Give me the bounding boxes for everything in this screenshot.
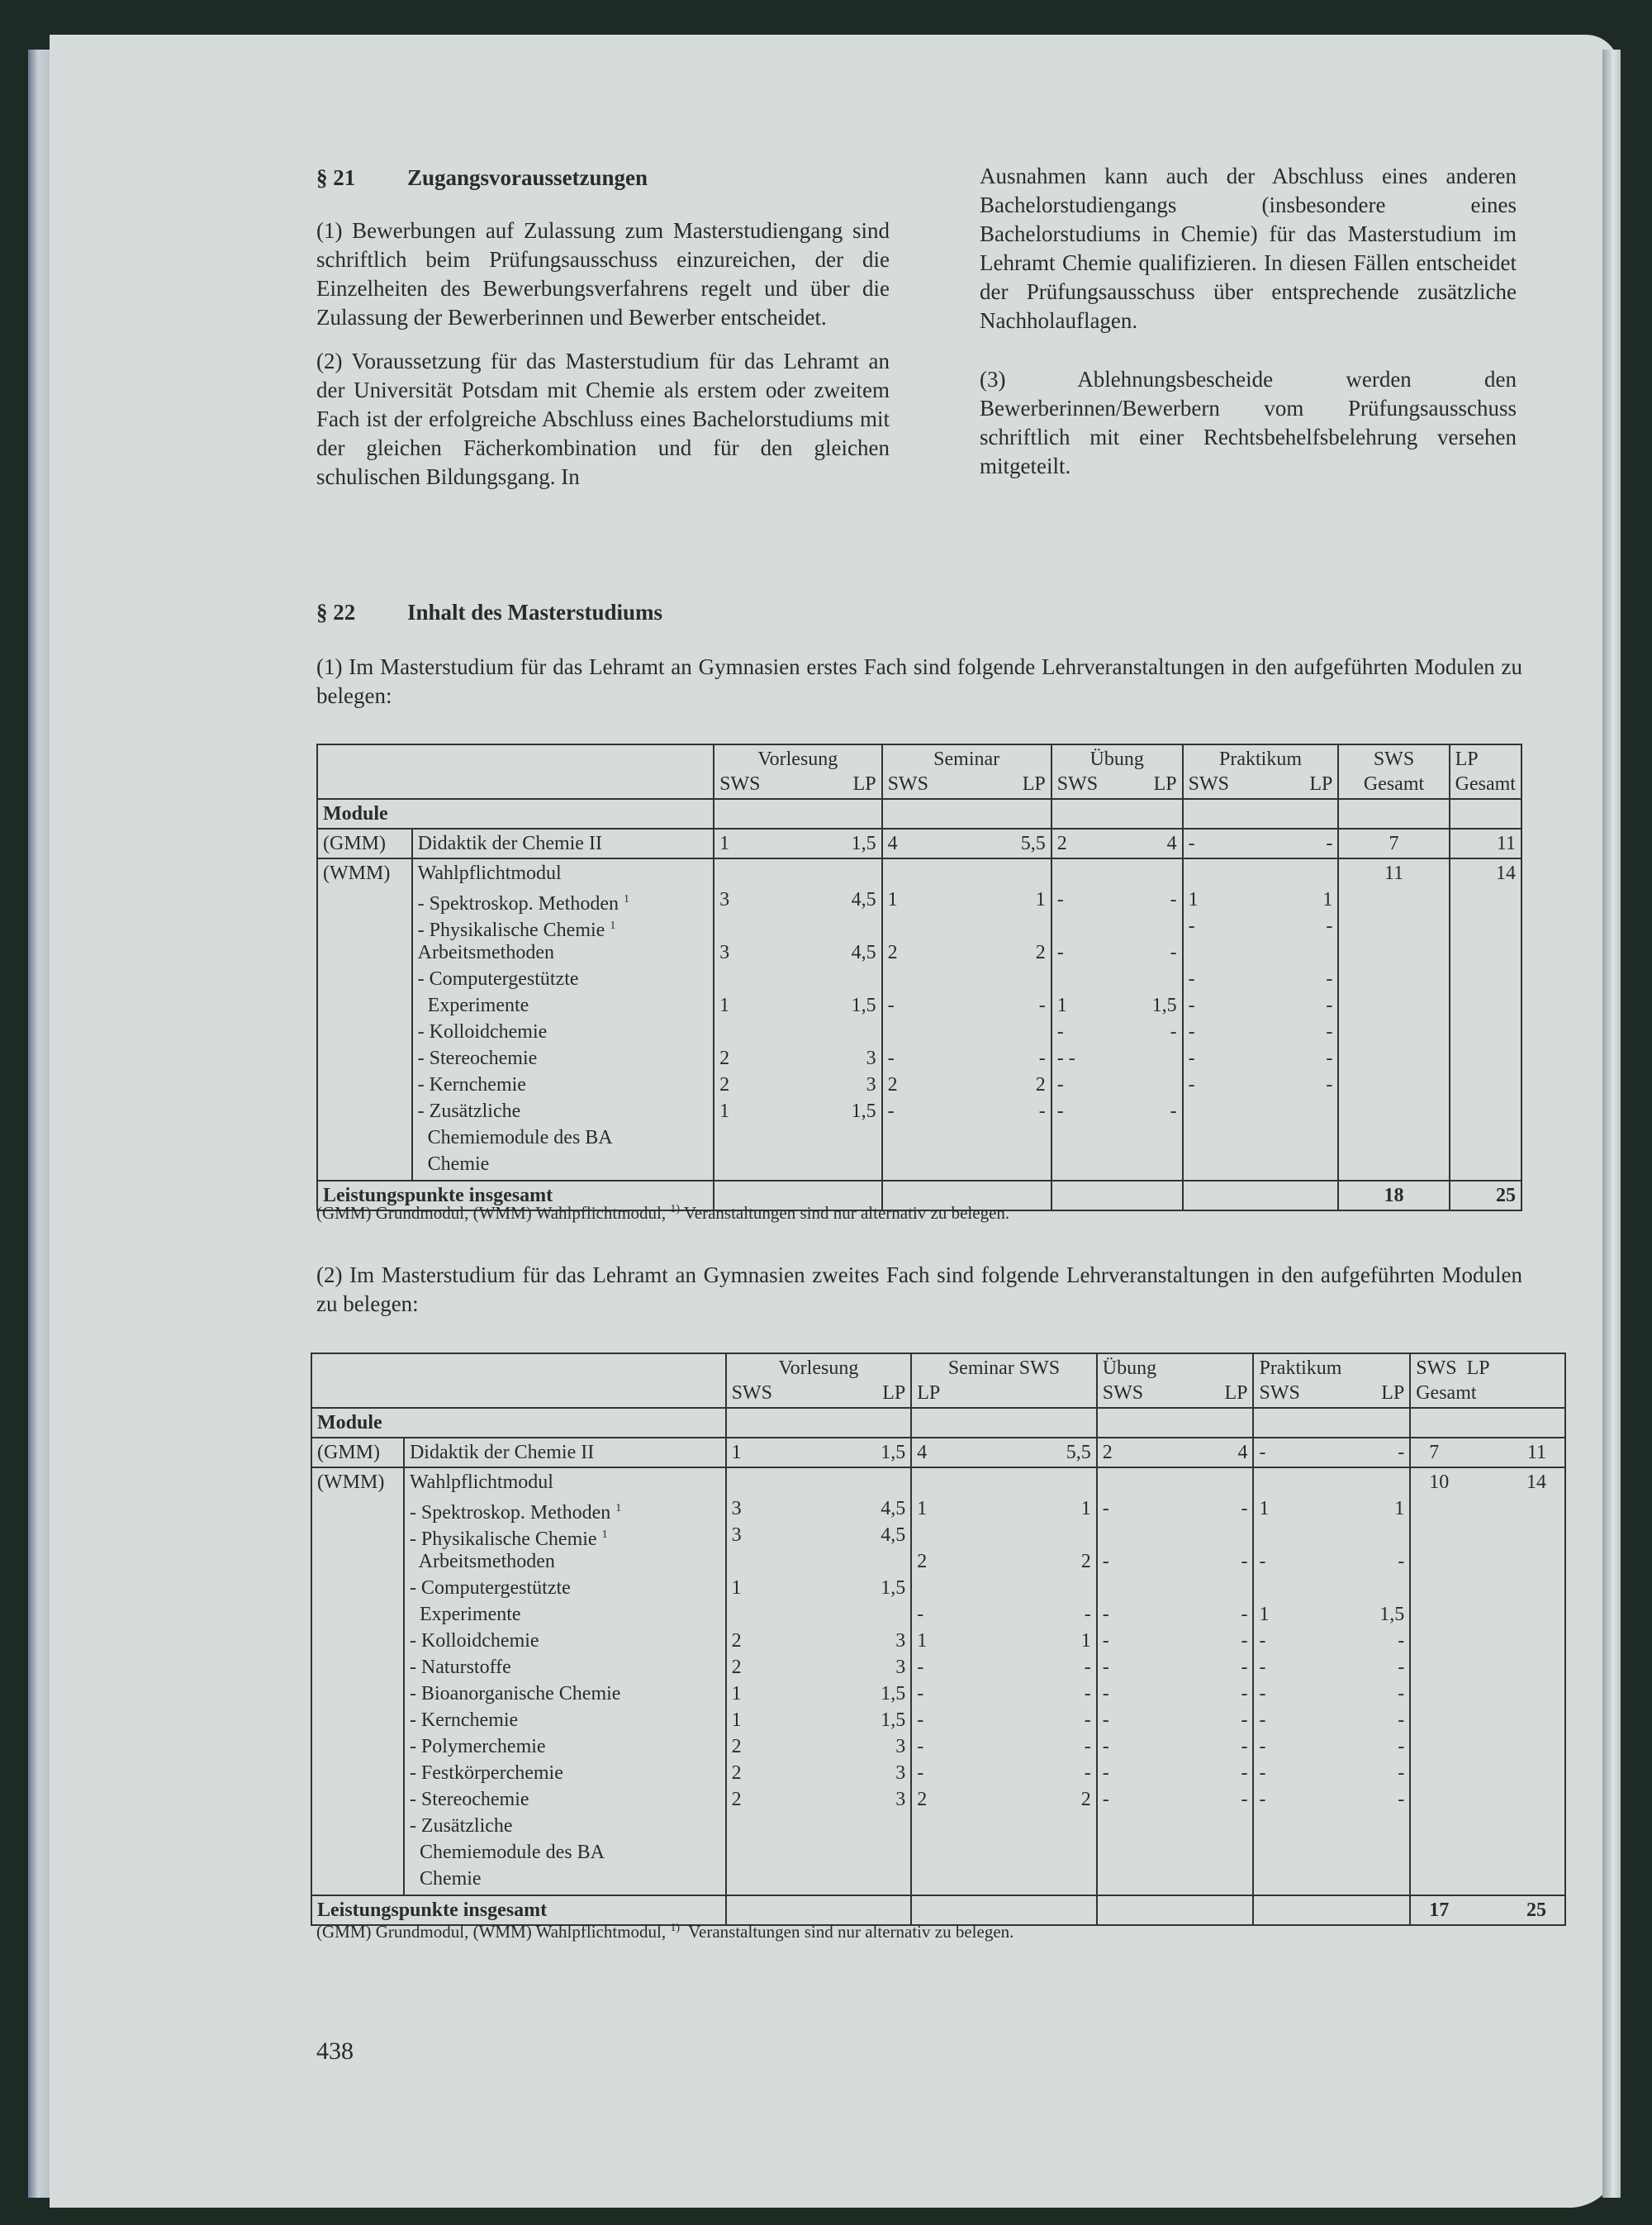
table-cell-pair: 3 4,5	[731, 1524, 906, 1546]
table-cell-pair	[1103, 1814, 1248, 1840]
table-cell-pair	[1103, 1840, 1248, 1866]
header-sws: SWS	[1056, 773, 1099, 795]
table-cell-pair: - -	[917, 1604, 1091, 1625]
header-lp: LP	[1224, 1382, 1248, 1404]
submodule-name: Chemie	[409, 1868, 482, 1890]
table-cell-pair: - -	[1102, 1683, 1248, 1704]
module-code: (GMM)	[317, 829, 412, 858]
submodule-name: - Zusätzliche	[409, 1815, 513, 1837]
module-name: Didaktik der Chemie II	[404, 1438, 726, 1467]
table-cell-pair	[1259, 1814, 1404, 1840]
table-cell-pair: 1 1,5	[731, 1683, 906, 1704]
submodule-name: - Spektroskop. Methoden $^1$	[417, 893, 629, 915]
header-seminar: Seminar SWS	[947, 1357, 1061, 1379]
sws-total: 7	[1429, 1442, 1440, 1463]
table-cell-pair	[888, 1020, 1046, 1046]
course-table-first-subject	[316, 744, 1522, 1211]
lp-total: 14	[1526, 1471, 1546, 1493]
submodule-name: Chemie	[417, 1153, 490, 1175]
header-sws: SWS	[887, 773, 928, 795]
table-cell-pair	[732, 1549, 906, 1576]
table-cell-pair	[888, 967, 1046, 993]
module-label-row	[311, 1408, 1565, 1438]
table-cell-pair: - -	[1259, 1657, 1405, 1678]
table-cell-pair: 3 4,5	[719, 889, 876, 910]
sws-total: 7	[1338, 829, 1449, 858]
table-cell-pair	[1189, 1099, 1333, 1125]
module-name: Wahlpflichtmodul	[417, 863, 562, 884]
table-total-row	[311, 1895, 1565, 1925]
footnote-marker: 1)	[670, 1922, 681, 1934]
table-header-row	[311, 1353, 1565, 1408]
total-sws: 18	[1338, 1181, 1449, 1210]
cell: 4	[1166, 833, 1177, 854]
header-lp: LP	[1309, 773, 1333, 795]
table-cell-pair: 1 1	[1259, 1498, 1405, 1519]
cell: 5,5	[1066, 1442, 1091, 1463]
submodule-name: - Physikalische Chemie $^1$	[409, 1528, 608, 1550]
table-cell-pair: 1 1,5	[719, 995, 876, 1016]
cell: 4	[917, 1442, 928, 1463]
table-cell-pair	[1057, 967, 1177, 993]
module-label-row	[317, 799, 1521, 829]
table-cell-pair: - -	[1102, 1657, 1248, 1678]
section-22-intro-1: (1) Im Masterstudium für das Lehramt an Gymnasien erstes Fach sind folgende Lehrveranstaltungen in den aufgeführten Modulen zu belegen:	[316, 654, 1522, 708]
table-cell-pair: 2 3	[731, 1630, 906, 1652]
total-lp: 25	[1450, 1181, 1521, 1210]
submodule-name: - Physikalische Chemie $^1$	[417, 920, 616, 941]
page-number: 438	[316, 2037, 354, 2065]
section-number: § 22	[316, 600, 356, 625]
cell: -	[1259, 1442, 1266, 1463]
section-21-right-column	[980, 162, 1517, 481]
module-code: (WMM)	[317, 858, 412, 1181]
sws-total: 10	[1429, 1471, 1450, 1493]
header-vorlesung: Vorlesung	[778, 1357, 859, 1379]
total-label: Leistungspunkte insgesamt	[311, 1895, 726, 1925]
table-cell-pair	[719, 1152, 876, 1178]
section-22-intro-2: (2) Im Masterstudium für das Lehramt an Gymnasien zweites Fach sind folgende Lehrveranstaltungen in den aufgeführten Modulen zu belegen:	[316, 1262, 1522, 1316]
table-cell-pair: - -	[1188, 968, 1333, 990]
table-cell-pair: 2 3	[731, 1789, 906, 1810]
submodule-name: - Computergestützte	[409, 1577, 571, 1599]
table-cell-pair: - -	[1056, 1048, 1075, 1069]
table-cell-pair	[1103, 1523, 1248, 1549]
module-code: (WMM)	[311, 1467, 404, 1895]
table-row-gmm	[311, 1438, 1565, 1467]
table-cell-pair	[1189, 940, 1333, 967]
table-cell-pair	[719, 914, 876, 940]
table-cell-pair	[1103, 1576, 1248, 1602]
table-cell-pair: 1 1	[917, 1630, 1091, 1652]
module-code: (GMM)	[311, 1438, 404, 1467]
table-cell-pair: - -	[1102, 1630, 1248, 1652]
submodule-name: - Kolloidchemie	[409, 1630, 539, 1652]
paragraph-3: (3) Ablehnungsbescheide werden den Bewerberinnen/Bewerbern vom Prüfungsausschuss schriftlich mit einer Rechtsbehelfsbelehrung versehen mitgeteilt.	[980, 367, 1517, 478]
submodule-name: - Kernchemie	[417, 1074, 526, 1096]
submodule-name: Chemiemodule des BA	[409, 1842, 605, 1863]
module-label: Module	[311, 1408, 726, 1438]
table-cell-pair: - -	[887, 1048, 1046, 1069]
table-cell-pair: - -	[1188, 1021, 1333, 1043]
table-cell-pair: - -	[1259, 1736, 1405, 1757]
table-cell-pair: - -	[1188, 915, 1333, 937]
module-label: Module	[317, 799, 714, 829]
table-cell-pair: - -	[1056, 1101, 1177, 1122]
total-lp: 25	[1526, 1899, 1546, 1921]
section-22-heading	[316, 600, 662, 625]
table-cell-pair	[888, 1152, 1046, 1178]
footnote-text: Veranstaltungen sind nur alternativ zu belegen.	[680, 1203, 1010, 1223]
table-cell-pair: 3 4,5	[719, 942, 876, 963]
table-cell-pair	[917, 1866, 1091, 1893]
cell: 4	[1237, 1442, 1248, 1463]
table-cell-pair	[1259, 1840, 1404, 1866]
table-cell-pair: 1 1,5	[731, 1709, 906, 1731]
table-1-footnote	[316, 1203, 1009, 1224]
table-cell-pair: -	[1056, 1074, 1064, 1096]
footnote-marker: 1	[623, 893, 629, 906]
table-cell-pair: - -	[1259, 1630, 1405, 1652]
table-cell-pair	[1057, 914, 1177, 940]
table-cell-pair	[732, 1814, 906, 1840]
table-cell-pair: - -	[1188, 995, 1333, 1016]
table-cell-pair	[1259, 1866, 1404, 1893]
table-cell-pair	[732, 1866, 906, 1893]
header-sws: SWS	[731, 1382, 772, 1404]
lp-total: 11	[1450, 829, 1521, 858]
header-uebung: Übung	[1102, 1357, 1157, 1379]
header-praktikum: Praktikum	[1219, 749, 1303, 770]
table-cell-pair: - -	[917, 1657, 1091, 1678]
footnote-marker: 1	[615, 1502, 622, 1514]
lp-total: 11	[1526, 1442, 1546, 1463]
table-cell-pair: - -	[1102, 1551, 1248, 1572]
cell: 2	[1056, 833, 1067, 854]
header-lp: LP	[1022, 773, 1046, 795]
table-cell-pair: - -	[1259, 1709, 1405, 1731]
header-lp: LP	[1381, 1382, 1405, 1404]
table-cell-pair: 1 1	[917, 1498, 1091, 1519]
cell: -	[1398, 1442, 1405, 1463]
table-cell-pair: 2 2	[887, 1074, 1046, 1096]
table-cell-pair: 1 1,5	[1259, 1604, 1405, 1625]
table-cell-pair	[917, 1840, 1091, 1866]
table-cell-pair: - -	[887, 1101, 1046, 1122]
submodule-name: - Computergestützte	[417, 968, 579, 990]
submodule-name: Arbeitsmethoden	[409, 1551, 555, 1572]
table-cell-pair: 1 1,5	[719, 1101, 876, 1122]
table-cell-pair: - -	[1188, 1048, 1333, 1069]
submodule-name: - Stereochemie	[417, 1048, 538, 1069]
cell: 1	[731, 1442, 742, 1463]
footnote-marker: 1)	[670, 1203, 681, 1215]
footnote-marker: 1	[601, 1528, 608, 1541]
table-cell-pair	[917, 1814, 1091, 1840]
cell: 1,5	[851, 833, 876, 854]
footnote-text: (GMM) Grundmodul, (WMM) Wahlpflichtmodul,	[316, 1203, 671, 1223]
cell: 1	[719, 833, 730, 854]
total-label: Leistungspunkte insgesamt	[317, 1181, 714, 1210]
header-uebung: Übung	[1089, 749, 1144, 770]
table-cell-pair: - -	[1102, 1762, 1248, 1784]
header-praktikum: Praktikum	[1259, 1357, 1342, 1379]
header-sws: SWS	[1102, 1382, 1144, 1404]
table-cell-pair	[917, 1576, 1091, 1602]
section-title: Inhalt des Masterstudiums	[407, 600, 663, 625]
table-cell-pair: - -	[887, 995, 1046, 1016]
table-cell-pair: 1 1	[887, 889, 1046, 910]
submodule-name: - Zusätzliche	[417, 1101, 521, 1122]
paragraph-2: (2) Voraussetzung für das Masterstudium für das Lehramt an der Universität Potsdam mit Chemie als erstem oder zweitem Fach ist der erfolgreiche Abschluss eines Bachelorstudiums mit der gleichen Fächerkombination und für den gleichen schulischen Bildungsgang. In	[316, 349, 890, 489]
header-gesamt: Gesamt	[1455, 773, 1516, 795]
submodule-name: Arbeitsmethoden	[417, 942, 554, 963]
submodule-name: - Kernchemie	[409, 1709, 519, 1731]
table-cell-pair	[732, 1840, 906, 1866]
table-cell-pair: 2 2	[917, 1551, 1091, 1572]
section-title: Zugangsvoraussetzungen	[407, 165, 648, 190]
table-row-wmm	[311, 1467, 1565, 1895]
cell: -	[1188, 833, 1195, 854]
header-lp-total: LP	[1455, 749, 1479, 770]
table-cell-pair: - -	[1056, 1021, 1177, 1043]
paragraph-1: (1) Bewerbungen auf Zulassung zum Masterstudiengang sind schriftlich beim Prüfungsausschuss einzureichen, der die Einzelheiten des Bewerbungsverfahrens regelt und über die Zulassung der Bewerberinnen und Bewerber entscheidet.	[316, 218, 890, 330]
table-cell-pair: - -	[1102, 1789, 1248, 1810]
header-lp: LP	[917, 1382, 941, 1404]
total-sws: 17	[1429, 1899, 1450, 1921]
header-gesamt: Gesamt	[1416, 1382, 1477, 1404]
table-cell-pair: - -	[1259, 1683, 1405, 1704]
table-cell-pair: - -	[1188, 1074, 1333, 1096]
table-cell-pair: - -	[1102, 1709, 1248, 1731]
table-cell-pair: - -	[1056, 889, 1177, 910]
table-2-footnote	[316, 1922, 1014, 1942]
table-cell-pair: 1 1,5	[731, 1577, 906, 1599]
submodule-name: - Stereochemie	[409, 1789, 529, 1810]
table-cell-pair: 2 3	[731, 1657, 906, 1678]
cell: 2	[1102, 1442, 1113, 1463]
table-row-wmm	[317, 858, 1521, 1181]
header-sws: SWS	[1188, 773, 1229, 795]
header-gesamt: Gesamt	[1363, 773, 1425, 795]
table-row-gmm	[317, 829, 1521, 858]
cell: 5,5	[1020, 833, 1046, 854]
table-cell-pair: 1 1	[1188, 889, 1333, 910]
table-cell-pair: 2 3	[731, 1762, 906, 1784]
header-vorlesung: Vorlesung	[757, 749, 838, 770]
table-cell-pair	[1189, 1125, 1333, 1152]
table-cell-pair: - -	[1102, 1736, 1248, 1757]
table-cell-pair	[719, 967, 876, 993]
cell: -	[1326, 833, 1333, 854]
table-cell-pair	[1259, 1523, 1404, 1549]
section-21-left-column	[316, 216, 890, 492]
submodule-name: - Festkörperchemie	[409, 1762, 563, 1784]
table-header-row	[317, 744, 1521, 799]
submodule-name: - Naturstoffe	[409, 1657, 511, 1678]
table-cell-pair: 1 1,5	[1056, 995, 1177, 1016]
cell: 1,5	[881, 1442, 906, 1463]
table-cell-pair: 2 3	[719, 1048, 876, 1069]
table-cell-pair	[917, 1523, 1091, 1549]
table-cell-pair: - -	[1102, 1498, 1248, 1519]
table-cell-pair: 2 2	[917, 1789, 1091, 1810]
table-cell-pair: - -	[1259, 1789, 1405, 1810]
book-page-stack-right	[1602, 50, 1621, 2198]
section-number: § 21	[316, 165, 356, 190]
table-cell-pair: - -	[1102, 1604, 1248, 1625]
header-seminar: Seminar	[933, 749, 1000, 770]
table-cell-pair: - -	[1056, 942, 1177, 963]
submodule-name: Chemiemodule des BA	[417, 1127, 613, 1148]
paragraph-2-continued: Ausnahmen kann auch der Abschluss eines anderen Bachelorstudiengangs (insbesondere eines Bachelorstudiums in Chemie) für das Masterstudium im Lehramt Chemie qualifizieren. In diesen Fällen entscheidet der Prüfungsausschuss über entsprechende zusätzliche Nachholauflagen.	[980, 164, 1517, 333]
table-cell-pair: - -	[917, 1709, 1091, 1731]
header-sws-lp: SWS LP	[1416, 1357, 1490, 1379]
table-cell-pair	[732, 1602, 906, 1628]
table-cell-pair: 2 3	[731, 1736, 906, 1757]
cell: 4	[887, 833, 898, 854]
table-cell-pair	[888, 914, 1046, 940]
footnote-text: Veranstaltungen sind nur alternativ zu belegen.	[680, 1922, 1014, 1942]
header-sws-total: SWS	[1373, 749, 1415, 770]
submodule-name: - Bioanorganische Chemie	[409, 1683, 621, 1704]
footnote-text: (GMM) Grundmodul, (WMM) Wahlpflichtmodul,	[316, 1922, 671, 1942]
footnote-marker: 1	[610, 920, 616, 932]
table-cell-pair	[719, 1020, 876, 1046]
table-cell-pair	[1103, 1866, 1248, 1893]
course-table-second-subject	[311, 1353, 1566, 1926]
sws-total: 11	[1338, 858, 1449, 1181]
section-21-heading	[316, 165, 648, 191]
header-sws: SWS	[1259, 1382, 1300, 1404]
header-sws: SWS	[719, 773, 761, 795]
table-cell-pair	[1189, 1152, 1333, 1178]
module-name: Wahlpflichtmodul	[409, 1471, 553, 1493]
table-cell-pair: 3 4,5	[731, 1498, 906, 1519]
lp-total: 14	[1450, 858, 1521, 1181]
table-cell-pair: - -	[1259, 1551, 1405, 1572]
table-cell-pair: 2 3	[719, 1074, 876, 1096]
table-cell-pair	[719, 1125, 876, 1152]
table-cell-pair: - -	[917, 1683, 1091, 1704]
submodule-name: - Kolloidchemie	[417, 1021, 548, 1043]
submodule-name: Experimente	[409, 1604, 521, 1625]
table-cell-pair: - -	[1259, 1762, 1405, 1784]
table-cell-pair: - -	[917, 1736, 1091, 1757]
table-cell-pair	[1057, 1152, 1177, 1178]
table-cell-pair	[1057, 1125, 1177, 1152]
header-lp: LP	[882, 1382, 906, 1404]
table-cell-pair	[1259, 1576, 1404, 1602]
submodule-name: - Polymerchemie	[409, 1736, 546, 1757]
table-cell-pair: - -	[917, 1762, 1091, 1784]
submodule-name: - Spektroskop. Methoden $^1$	[409, 1502, 622, 1524]
header-lp: LP	[1153, 773, 1177, 795]
module-name: Didaktik der Chemie II	[412, 829, 714, 858]
submodule-name: Experimente	[417, 995, 529, 1016]
table-cell-pair: 2 2	[887, 942, 1046, 963]
header-lp: LP	[852, 773, 876, 795]
table-cell-pair	[888, 1125, 1046, 1152]
